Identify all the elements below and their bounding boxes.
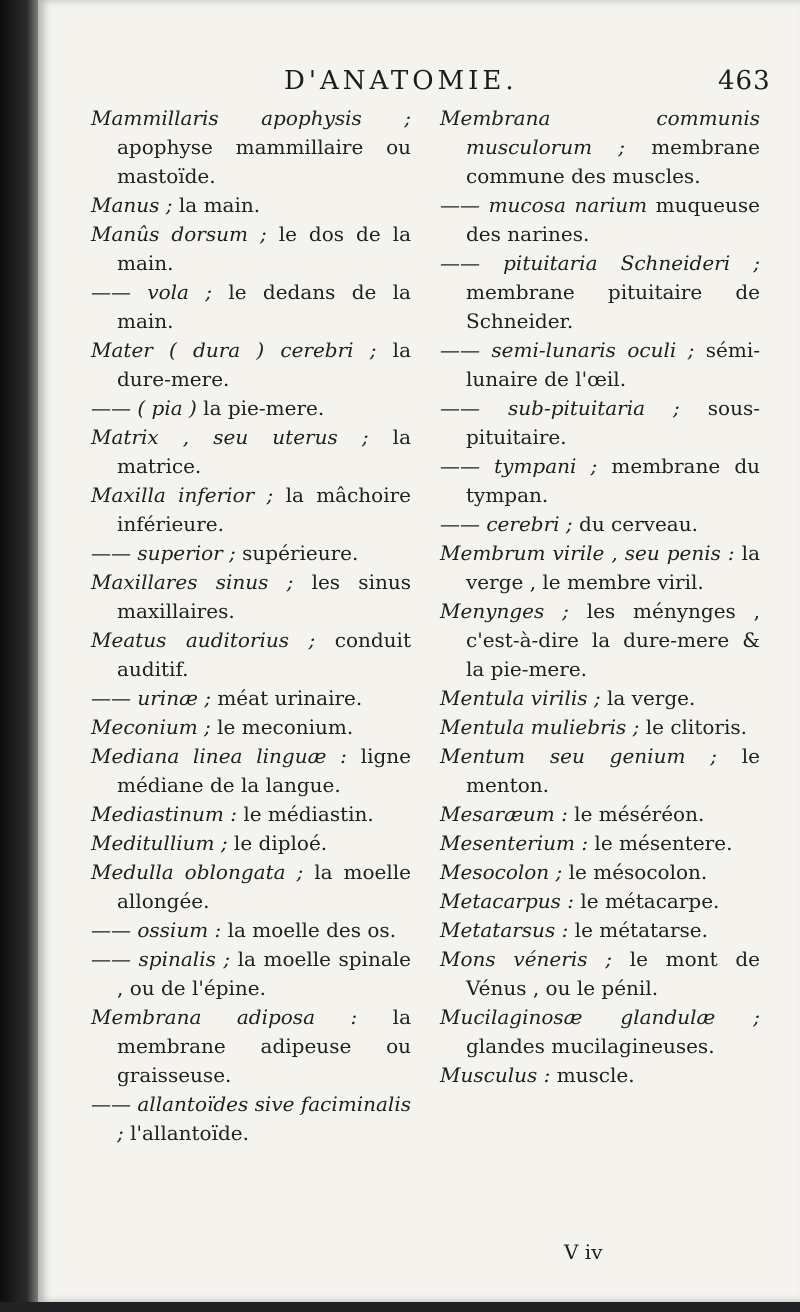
entry-definition: glandes mucilagineuses. (466, 1034, 715, 1058)
entry-definition: sous-pituitaire. (466, 396, 760, 449)
dictionary-entry (91, 568, 411, 626)
entry-definition: la dure-mere. (117, 338, 411, 391)
binding-shadow (0, 0, 38, 1312)
entry-term: —— tympani ; (440, 454, 598, 478)
entry-definition: supérieure. (235, 541, 359, 565)
entry-term: Manûs dorsum ; (91, 222, 267, 246)
dictionary-entry (91, 1003, 411, 1090)
entry-definition: l'allantoïde. (123, 1121, 249, 1145)
entry-term: Mentula muliebris ; (440, 715, 640, 739)
dictionary-entry (91, 713, 411, 742)
entry-term: Mentum seu genium ; (440, 744, 717, 768)
entry-term: Membrana communis musculorum ; (440, 106, 760, 159)
entry-term: —— superior ; (91, 541, 236, 565)
entry-definition: la mâchoire inférieure. (117, 483, 412, 536)
entry-definition: le médiastin. (236, 802, 374, 826)
entry-term: Meatus auditorius ; (91, 628, 316, 652)
entry-term: Mentula virilis ; (440, 686, 601, 710)
dictionary-entry (440, 191, 760, 249)
dictionary-entry (440, 1003, 760, 1061)
entry-definition: muqueuse des narines. (466, 193, 760, 246)
dictionary-entry (91, 916, 411, 945)
entry-term: Metatarsus : (440, 918, 569, 942)
entry-definition: membrane commune des muscles. (466, 135, 760, 188)
entry-definition: conduit auditif. (117, 628, 411, 681)
right-column (440, 104, 760, 1090)
entry-definition: la moelle allongée. (117, 860, 411, 913)
entry-definition: le dedans de la main. (117, 280, 411, 333)
entry-definition: le méséréon. (567, 802, 705, 826)
dictionary-entry (91, 394, 411, 423)
entry-term: Mater ( dura ) cerebri ; (91, 338, 377, 362)
entry-term: Maxillares sinus ; (91, 570, 294, 594)
entry-term: Mediana linea linguæ : (91, 744, 347, 768)
dictionary-entry (91, 278, 411, 336)
dictionary-entry (440, 829, 760, 858)
entry-term: Mesenterium : (440, 831, 589, 855)
dictionary-entry (440, 104, 760, 191)
entry-definition: ligne médiane de la langue. (117, 744, 411, 797)
entry-definition: apophyse mammillaire ou mastoïde. (117, 135, 411, 188)
entry-term: Mesaræum : (440, 802, 568, 826)
entry-definition: membrane pituitaire de Schneider. (466, 280, 760, 333)
entry-definition: muscle. (550, 1063, 635, 1087)
dictionary-entry (440, 249, 760, 336)
entry-term: —— allantoïdes sive faciminalis ; (91, 1092, 411, 1145)
entry-term: —— sub-pituitaria ; (440, 396, 680, 420)
entry-definition: le mésocolon. (562, 860, 708, 884)
entry-definition: les sinus maxillaires. (117, 570, 411, 623)
dictionary-entry (440, 452, 760, 510)
page-header (38, 66, 800, 100)
entry-definition: la matrice. (117, 425, 411, 478)
entry-term: Medulla oblongata ; (91, 860, 304, 884)
dictionary-entry (440, 742, 760, 800)
dictionary-entry (91, 626, 411, 684)
entry-term: Mons véneris ; (440, 947, 612, 971)
entry-definition: le métacarpe. (574, 889, 720, 913)
dictionary-entry (440, 858, 760, 887)
dictionary-entry (91, 742, 411, 800)
dictionary-entry (440, 684, 760, 713)
dictionary-entry (440, 1061, 760, 1090)
dictionary-entry (91, 481, 411, 539)
catchword: V iv (564, 1240, 603, 1264)
dictionary-entry (91, 684, 411, 713)
dictionary-entry (440, 394, 760, 452)
entry-term: —— mucosa narium (440, 193, 648, 217)
entry-term: Mediastinum : (91, 802, 237, 826)
entry-term: Metacarpus : (440, 889, 575, 913)
entry-definition: la moelle des os. (221, 918, 397, 942)
entry-term: Membrana adiposa : (91, 1005, 358, 1029)
entry-definition: le menton. (466, 744, 760, 797)
entry-term: Matrix , seu uterus ; (91, 425, 369, 449)
entry-term: Mesocolon ; (440, 860, 563, 884)
entry-term: —— ossium : (91, 918, 222, 942)
dictionary-entry (440, 597, 760, 684)
entry-definition: le diploé. (227, 831, 328, 855)
running-title: D'ANATOMIE. (284, 66, 518, 96)
dictionary-entry (91, 1090, 411, 1148)
dictionary-entry (91, 858, 411, 916)
dictionary-entry (91, 945, 411, 1003)
dictionary-entry (91, 336, 411, 394)
entry-term: —— pituitaria Schneideri ; (440, 251, 760, 275)
dictionary-entry (440, 800, 760, 829)
dictionary-entry (91, 423, 411, 481)
entry-term: —— cerebri ; (440, 512, 573, 536)
entry-definition: sémi-lunaire de l'œil. (466, 338, 761, 391)
entry-definition: le mésentere. (588, 831, 733, 855)
dictionary-entry (91, 220, 411, 278)
dictionary-entry (440, 510, 760, 539)
entry-term: Meditullium ; (91, 831, 228, 855)
entry-definition: le meconium. (210, 715, 354, 739)
entry-definition: le dos de la main. (117, 222, 411, 275)
entry-definition: la verge. (600, 686, 696, 710)
dictionary-entry (91, 800, 411, 829)
entry-term: Mammillaris apophysis ; (91, 106, 411, 130)
entry-term: —— urinæ ; (91, 686, 211, 710)
dictionary-entry (440, 945, 760, 1003)
entry-term: Maxilla inferior ; (91, 483, 274, 507)
left-column (91, 104, 411, 1148)
entry-definition: le mont de Vénus , ou le pénil. (466, 947, 760, 1000)
dictionary-entry (91, 191, 411, 220)
entry-definition: la main. (172, 193, 261, 217)
page-number: 463 (718, 66, 771, 96)
entry-term: Manus ; (91, 193, 173, 217)
entry-term: —— ( pia ) (91, 396, 197, 420)
dictionary-entry (440, 336, 760, 394)
entry-definition: la membrane adipeuse ou graisseuse. (117, 1005, 411, 1087)
entry-definition: la verge , le membre viril. (466, 541, 760, 594)
entry-term: Musculus : (440, 1063, 551, 1087)
entry-definition: les ménynges , c'est-à-dire la dure-mere & la pie-mere. (466, 599, 760, 681)
dictionary-entry (440, 916, 760, 945)
dictionary-entry (440, 713, 760, 742)
entry-definition: méat urinaire. (210, 686, 363, 710)
entry-term: Membrum virile , seu penis : (440, 541, 735, 565)
entry-definition: membrane du tympan. (466, 454, 760, 507)
entry-term: —— spinalis ; (91, 947, 231, 971)
entry-term: —— semi-lunaris oculi ; (440, 338, 695, 362)
dictionary-entry (91, 829, 411, 858)
entry-term: Meconium ; (91, 715, 211, 739)
entry-term: Menynges ; (440, 599, 569, 623)
entry-definition: le métatarse. (568, 918, 708, 942)
entry-definition: le clitoris. (639, 715, 747, 739)
dictionary-entry (91, 539, 411, 568)
dictionary-entry (440, 887, 760, 916)
entry-definition: la pie-mere. (196, 396, 325, 420)
entry-term: Mucilaginosæ glandulæ ; (440, 1005, 760, 1029)
bottom-edge (0, 1302, 800, 1312)
dictionary-entry (91, 104, 411, 191)
book-page (38, 0, 800, 1302)
entry-term: —— vola ; (91, 280, 213, 304)
entry-definition: du cerveau. (572, 512, 698, 536)
dictionary-entry (440, 539, 760, 597)
entry-definition: la moelle spinale , ou de l'épine. (117, 947, 411, 1000)
